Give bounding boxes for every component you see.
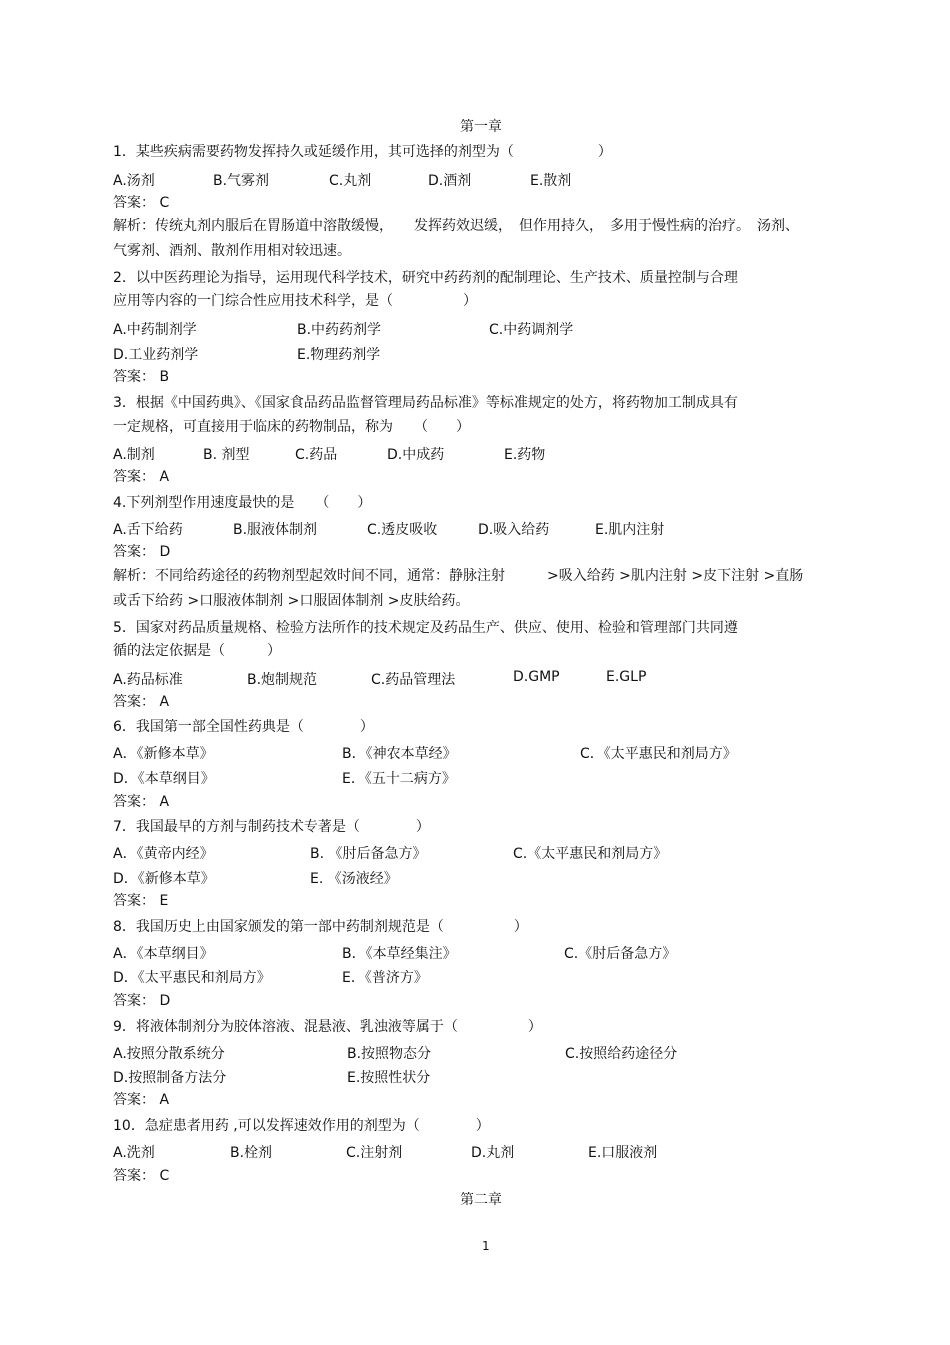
q1-option-b: B.气雾剂: [213, 173, 270, 189]
question-3-stem-line-2: 一定规格，可直接用于临床的药物制品，称为 （ ）: [113, 419, 470, 435]
q3-option-c: C.药品: [295, 447, 338, 463]
q3-option-d: D.中成药: [387, 447, 445, 463]
q3-option-e: E.药物: [504, 447, 546, 463]
q9-option-b: B.按照物态分: [347, 1046, 432, 1062]
q4-option-e: E.肌内注射: [595, 522, 665, 538]
q2-answer: 答案： B: [113, 369, 170, 385]
q9-answer: 答案： A: [113, 1092, 170, 1108]
q1-answer: 答案： C: [113, 195, 170, 211]
question-2-stem-line-2: 应用等内容的一门综合性应用技术科学，是（ ）: [113, 293, 477, 309]
q10-answer: 答案： C: [113, 1168, 170, 1184]
q5-option-d: D.GMP: [513, 669, 560, 685]
q5-option-e: E.GLP: [606, 669, 647, 685]
q6-option-e: E．《五十二病方》: [342, 771, 456, 787]
q6-answer: 答案： A: [113, 794, 170, 810]
question-8-stem: 8．我国历史上由国家颁发的第一部中药制剂规范是（ ）: [113, 919, 528, 935]
q8-answer: 答案： D: [113, 993, 171, 1009]
question-6-stem: 6．我国第一部全国性药典是（ ）: [113, 719, 374, 735]
q6-option-a: A．《新修本草》: [113, 746, 214, 762]
q9-option-c: C.按照给药途径分: [565, 1046, 678, 1062]
q5-option-b: B.炮制规范: [247, 672, 318, 688]
q7-option-d: D．《新修本草》: [113, 871, 215, 887]
q1-analysis-line-1: 解析：传统丸剂内服后在胃肠道中溶散缓慢， 发挥药效迟缓， 但作用持久， 多用于慢性病的治疗。 汤剂、: [113, 218, 799, 234]
question-3-stem-line-1: 3．根据《中国药典》、《国家食品药品监督管理局药品标准》等标准规定的处方，将药物加工制成具有: [113, 395, 738, 411]
q10-option-b: B.栓剂: [230, 1145, 273, 1161]
chapter-2-title: 第二章: [460, 1192, 502, 1208]
q10-option-e: E.口服液剂: [588, 1145, 658, 1161]
q1-option-d: D.酒剂: [428, 173, 472, 189]
q2-option-d: D.工业药剂学: [113, 347, 199, 363]
question-5-stem-line-2: 循的法定依据是（ ）: [113, 643, 281, 659]
question-5-stem-line-1: 5．国家对药品质量规格、检验方法所作的技术规定及药品生产、供应、使用、检验和管理部门共同遵: [113, 620, 738, 636]
question-1-stem: 1．某些疾病需要药物发挥持久或延缓作用，其可选择的剂型为（ ）: [113, 144, 612, 160]
q9-option-d: D.按照制备方法分: [113, 1070, 227, 1086]
question-7-stem: 7．我国最早的方剂与制药技术专著是（ ）: [113, 819, 430, 835]
question-4-stem: 4.下列剂型作用速度最快的是 （ ）: [113, 495, 372, 511]
q6-option-d: D．《本草纲目》: [113, 771, 215, 787]
question-2-stem-line-1: 2．以中医药理论为指导，运用现代科学技术，研究中药药剂的配制理论、生产技术、质量控制与合理: [113, 270, 738, 286]
q2-option-a: A.中药制剂学: [113, 322, 197, 338]
q8-option-c: C.《肘后备急方》: [564, 946, 677, 962]
q4-option-a: A.舌下给药: [113, 522, 183, 538]
q1-analysis-line-2: 气雾剂、酒剂、散剂作用相对较迅速。: [113, 243, 351, 259]
q7-option-b: B. 《肘后备急方》: [310, 846, 427, 862]
q8-option-b: B．《本草经集注》: [342, 946, 457, 962]
q10-option-d: D.丸剂: [471, 1145, 515, 1161]
chapter-1-title: 第一章: [460, 119, 502, 135]
q9-option-e: E.按照性状分: [347, 1070, 431, 1086]
q4-option-c: C.透皮吸收: [367, 522, 438, 538]
q2-option-c: C.中药调剂学: [489, 322, 574, 338]
q7-answer: 答案： E: [113, 893, 169, 909]
q2-option-b: B.中药药剂学: [297, 322, 382, 338]
question-10-stem: 10．急症患者用药 ,可以发挥速效作用的剂型为（ ）: [113, 1118, 490, 1134]
q5-answer: 答案： A: [113, 694, 170, 710]
q6-option-c: C．《太平惠民和剂局方》: [580, 746, 737, 762]
q1-option-e: E.散剂: [530, 173, 572, 189]
q1-option-c: C.丸剂: [329, 173, 372, 189]
q5-option-a: A.药品标准: [113, 672, 183, 688]
q7-option-e: E. 《汤液经》: [310, 871, 398, 887]
q5-option-c: C.药品管理法: [371, 672, 456, 688]
q8-option-e: E．《普济方》: [342, 970, 428, 986]
q10-option-c: C.注射剂: [346, 1145, 403, 1161]
q7-option-a: A．《黄帝内经》: [113, 846, 214, 862]
q8-option-a: A．《本草纲目》: [113, 946, 214, 962]
q4-analysis-line-2: 或舌下给药 >口服液体制剂 >口服固体制剂 >皮肤给药。: [113, 593, 470, 609]
q1-option-a: A.汤剂: [113, 173, 155, 189]
q2-option-e: E.物理药剂学: [297, 347, 381, 363]
q3-option-b: B. 剂型: [203, 447, 250, 463]
q10-option-a: A.洗剂: [113, 1145, 155, 1161]
question-9-stem: 9．将液体制剂分为胶体溶液、混悬液、乳浊液等属于（ ）: [113, 1019, 542, 1035]
q3-answer: 答案： A: [113, 469, 170, 485]
q4-option-b: B.服液体制剂: [233, 522, 318, 538]
q4-option-d: D.吸入给药: [478, 522, 550, 538]
q9-option-a: A.按照分散系统分: [113, 1046, 225, 1062]
q4-analysis-line-1: 解析：不同给药途径的药物剂型起效时间不同，通常：静脉注射 >吸入给药 >肌内注射 >皮下注射 >直肠: [113, 568, 804, 584]
page-number: 1: [482, 1239, 490, 1253]
q3-option-a: A.制剂: [113, 447, 155, 463]
q6-option-b: B．《神农本草经》: [342, 746, 457, 762]
q7-option-c: C.《太平惠民和剂局方》: [513, 846, 668, 862]
q8-option-d: D．《太平惠民和剂局方》: [113, 970, 271, 986]
q4-answer: 答案： D: [113, 544, 171, 560]
